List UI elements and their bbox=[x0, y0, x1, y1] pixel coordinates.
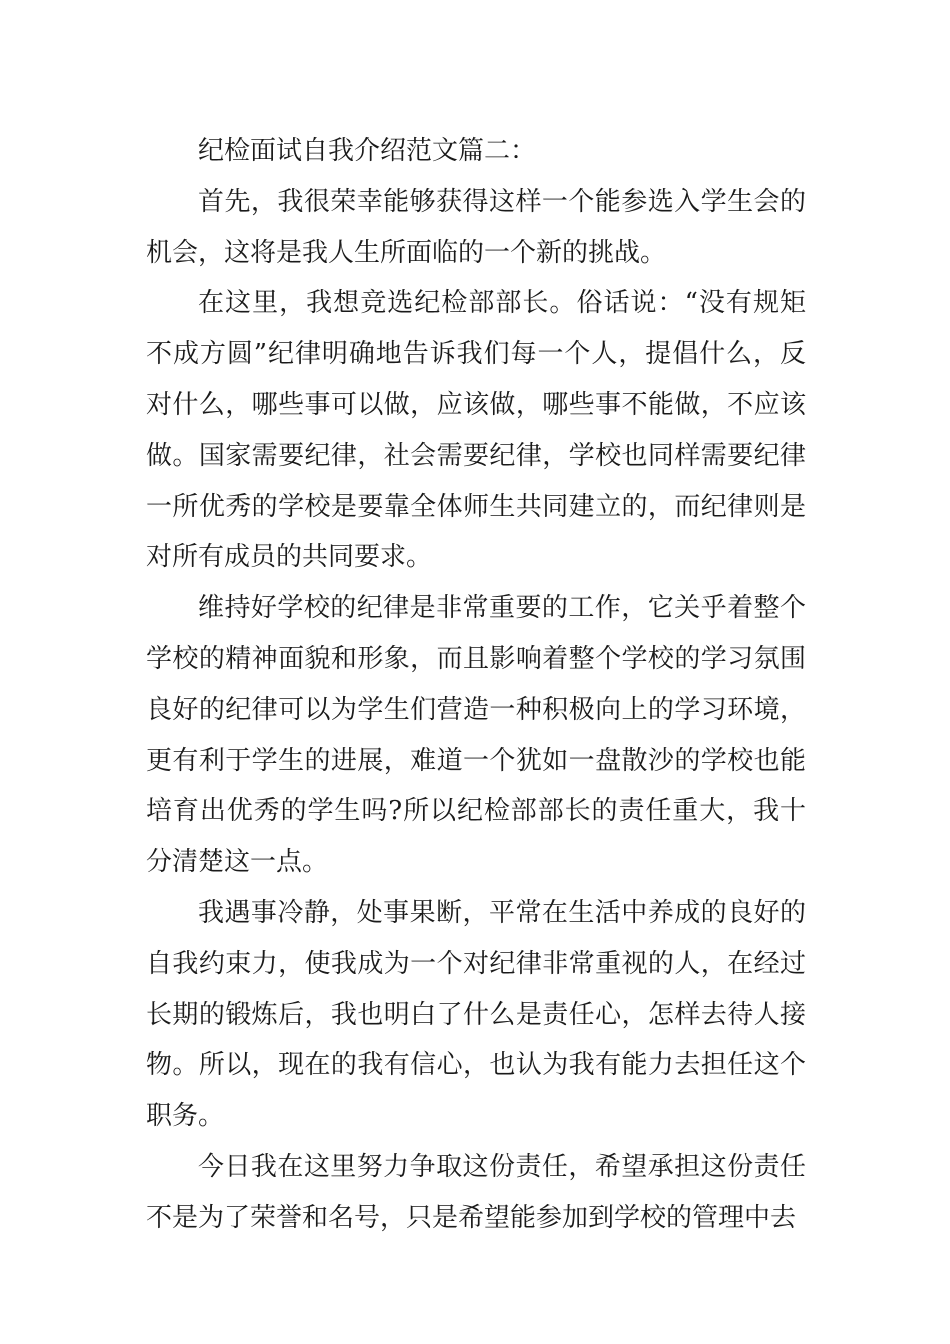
document-title: 纪检面试自我介绍范文篇二： bbox=[198, 136, 537, 166]
paragraph-5: 今日我在这里努力争取这份责任，希望承担这份责任不是为了荣誉和名号，只是希望能参加到学校的管理中去 bbox=[146, 1151, 806, 1233]
document-body bbox=[146, 126, 806, 1244]
paragraph-2: 在这里，我想竞选纪检部部长。俗话说：“没有规矩不成方圆”纪律明确地告诉我们每一个人，提倡什么，反对什么，哪些事可以做，应该做，哪些事不能做，不应该做。国家需要纪律，社会需要纪律，学校也同样需要纪律一所优秀的学校是要靠全体师生共同建立的，而纪律则是对所有成员的共同要求。 bbox=[146, 288, 806, 573]
paragraph-1: 首先，我很荣幸能够获得这样一个能参选入学生会的机会，这将是我人生所面临的一个新的挑战。 bbox=[146, 186, 806, 268]
paragraph-4: 我遇事冷静，处事果断，平常在生活中养成的良好的自我约束力，使我成为一个对纪律非常重视的人，在经过长期的锻炼后，我也明白了什么是责任心，怎样去待人接物。所以，现在的我有信心，也认为我有能力去担任这个职务。 bbox=[146, 897, 806, 1132]
paragraph-3: 维持好学校的纪律是非常重要的工作，它关乎着整个学校的精神面貌和形象，而且影响着整个学校的学习氛围良好的纪律可以为学生们营造一种积极向上的学习环境，更有利于学生的进展，难道一个犹如一盘散沙的学校也能培育出优秀的学生吗?所以纪检部部长的责任重大，我十分清楚这一点。 bbox=[146, 593, 806, 878]
